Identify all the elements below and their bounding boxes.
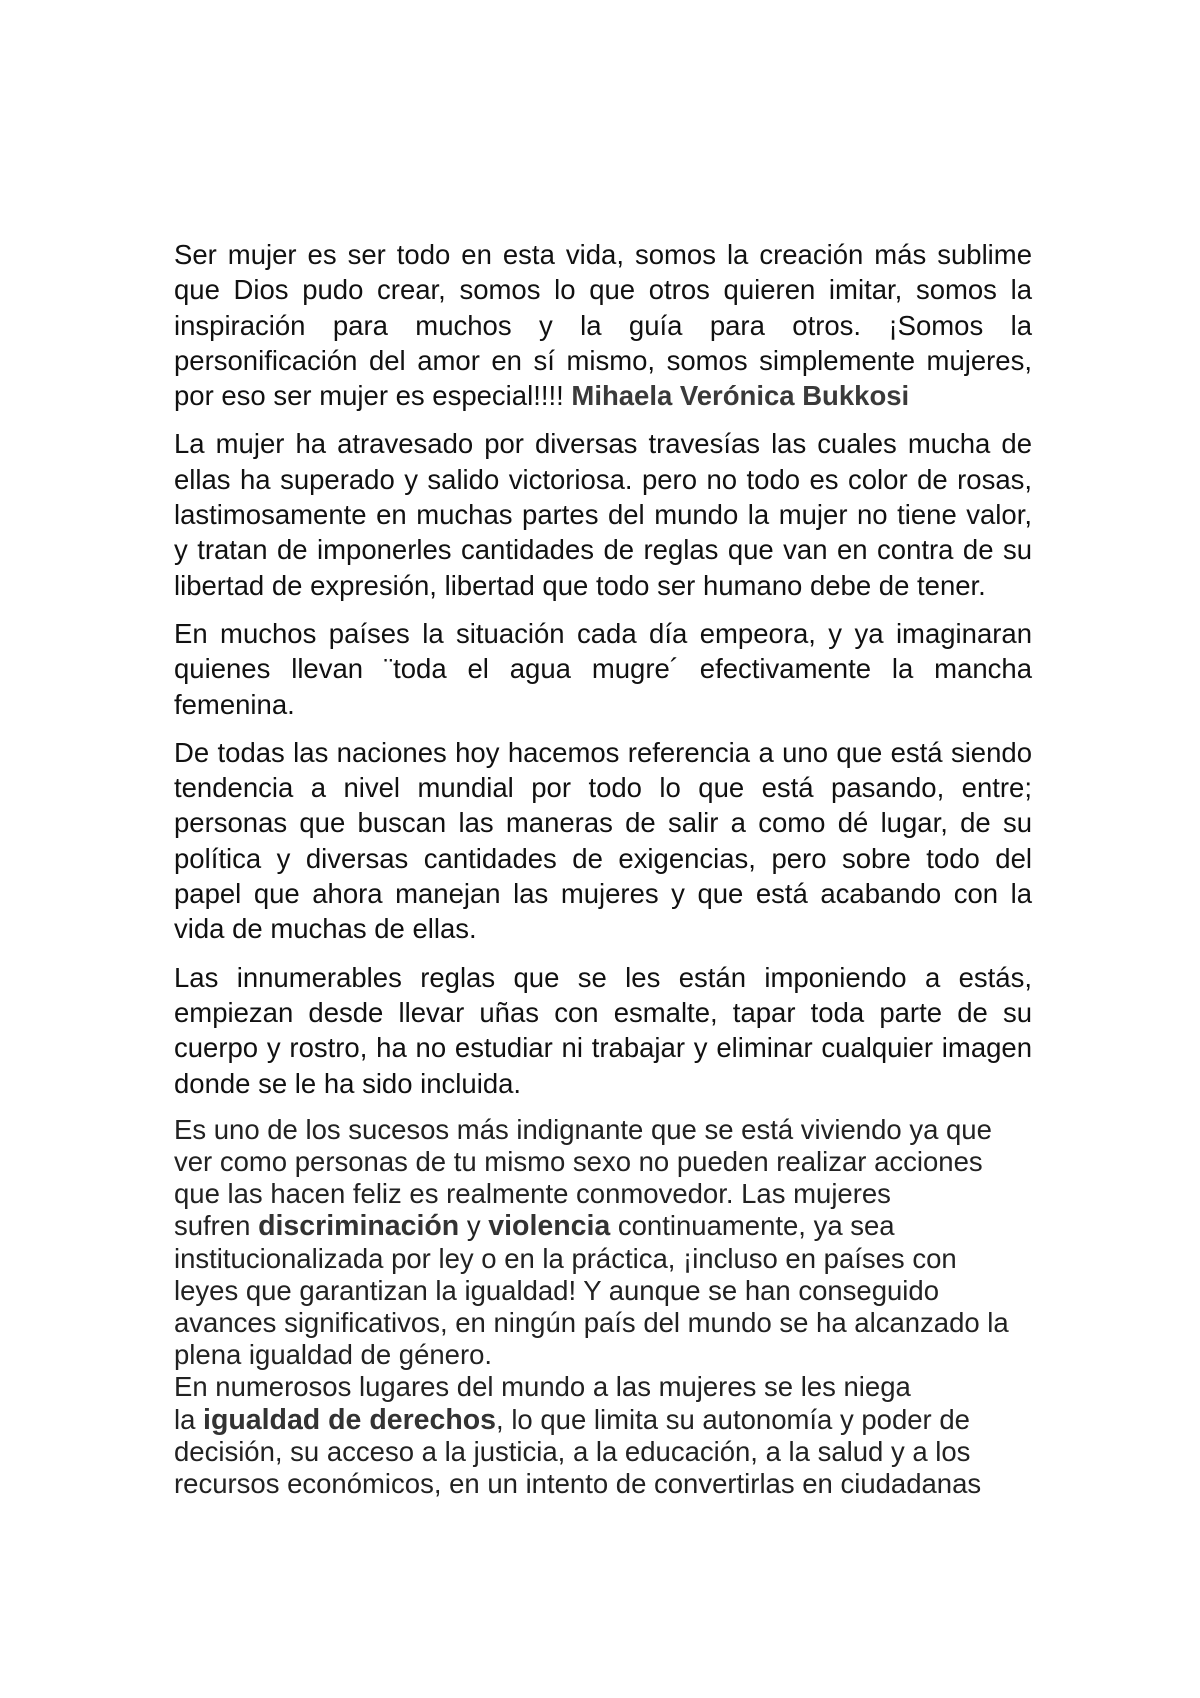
bold-equality: igualdad de derechos xyxy=(203,1403,497,1436)
closing-text: la xyxy=(174,1403,204,1435)
bold-violence: violencia xyxy=(488,1210,611,1243)
bold-discrimination: discriminación xyxy=(258,1210,460,1243)
closing-line: Es uno de los sucesos más indignante que se está viviendo ya que xyxy=(174,1113,992,1145)
closing-line: decisión, su acceso a la justicia, a la educación, a la salud y a los xyxy=(174,1435,971,1467)
closing-text: sufren xyxy=(174,1210,259,1242)
closing-line: ver como personas de tu mismo sexo no pueden realizar acciones xyxy=(174,1146,983,1178)
closing-line: En numerosos lugares del mundo a las mujeres se les niega xyxy=(174,1371,911,1403)
closing-line: plena igualdad de género. xyxy=(174,1339,493,1371)
quote-paragraph xyxy=(174,237,1032,413)
document-body xyxy=(174,237,1032,1500)
closing-line xyxy=(174,1210,1032,1242)
closing-line: que las hacen feliz es realmente conmovedor. Las mujeres xyxy=(174,1178,891,1210)
closing-text: y xyxy=(459,1210,489,1242)
quote-author: Mihaela Verónica Bukkosi xyxy=(571,380,910,412)
closing-line: recursos económicos, en un intento de convertirlas en ciudadanas xyxy=(174,1468,982,1500)
quote-text: Ser mujer es ser todo en esta vida, somos la creación más sublime que Dios pudo crear, somos lo que otros quieren imitar, somos la inspiración para muchos y la guía para otros. ¡Somos la personificación del amor en sí mismo, somos simplemente mujeres, por eso ser mujer es especial!!!! xyxy=(174,239,1032,412)
closing-line xyxy=(174,1404,1032,1436)
body-paragraph-4: Las innumerables reglas que se les están imponiendo a estás, empiezan desde llevar uñas con esmalte, tapar toda parte de su cuerpo y rostro, ha no estudiar ni trabajar y eliminar cualquier imagen donde se le ha sido incluida. xyxy=(174,961,1032,1099)
closing-text: continuamente, ya sea xyxy=(610,1210,895,1242)
closing-line: leyes que garantizan la igualdad! Y aunque se han conseguido xyxy=(174,1274,940,1306)
body-paragraph-2: En muchos países la situación cada día empeora, y ya imaginaran quienes llevan ¨toda el agua mugre´ efectivamente la mancha femenina. xyxy=(174,617,1032,720)
closing-line: institucionalizada por ley o en la práctica, ¡incluso en países con xyxy=(174,1242,957,1274)
closing-line: avances significativos, en ningún país del mundo se ha alcanzado la xyxy=(174,1307,1009,1339)
closing-section xyxy=(174,1114,1032,1500)
closing-text: , lo que limita su autonomía y poder de xyxy=(496,1403,970,1435)
body-paragraph-1: La mujer ha atravesado por diversas travesías las cuales mucha de ellas ha superado y salido victoriosa. pero no todo es color de rosas, lastimosamente en muchas partes del mundo la mujer no tiene valor, y tratan de imponerles cantidades de reglas que van en contra de su libertad de expresión, libertad que todo ser humano debe de tener. xyxy=(174,428,1032,601)
body-paragraph-3: De todas las naciones hoy hacemos referencia a uno que está siendo tendencia a nivel mundial por todo lo que está pasando, entre; personas que buscan las maneras de salir a como dé lugar, de su política y diversas cantidades de exigencias, pero sobre todo del papel que ahora manejan las mujeres y que está acabando con la vida de muchas de ellas. xyxy=(174,736,1032,945)
